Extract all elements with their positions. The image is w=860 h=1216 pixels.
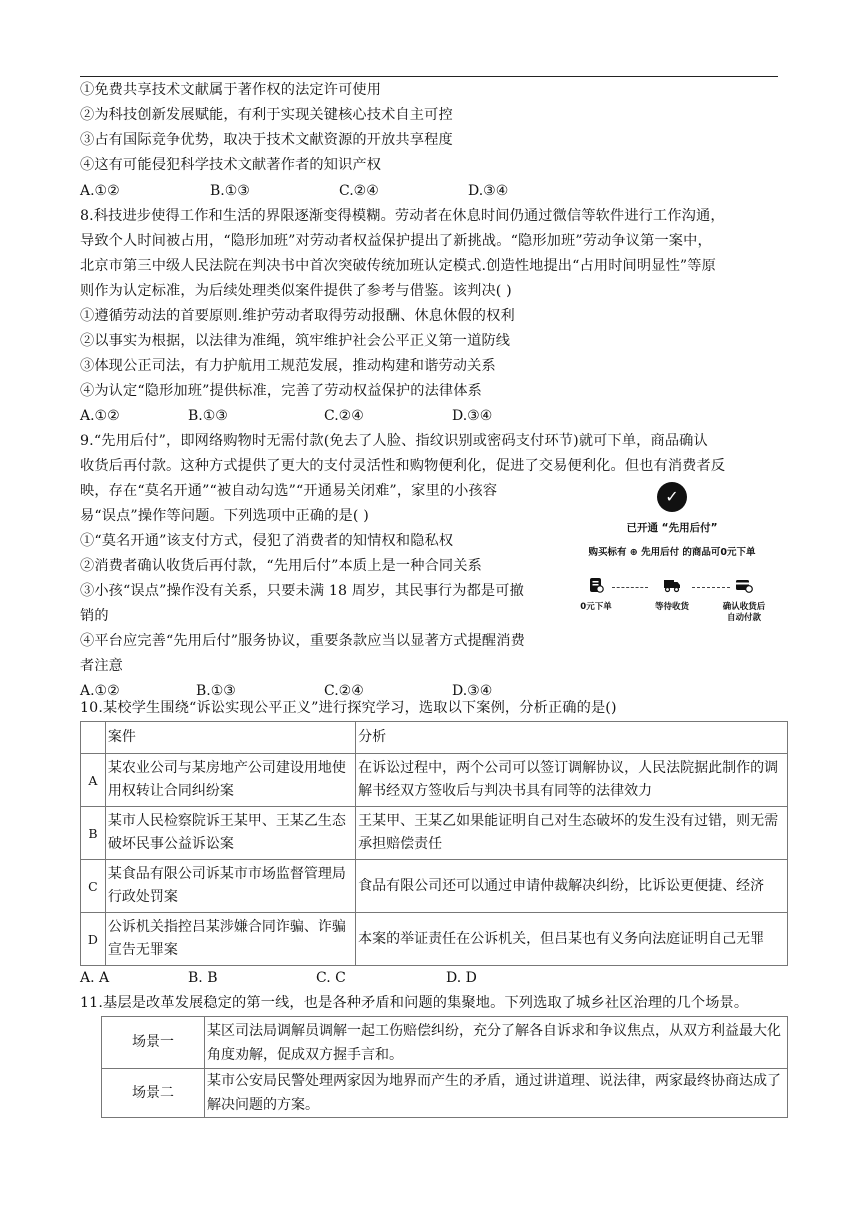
row-key: D [81,913,106,966]
q9-option-c: C.②④ [324,683,364,699]
header-case-cell: 案件 [105,722,355,754]
scene-text: 某市公安局民警处理两家因为地界而产生的矛盾，通过讲道理、说法律，两家最终协商达成了解决问题的方案。 [205,1069,788,1118]
q7-option-c: C.②④ [339,183,379,199]
header-analysis-cell: 分析 [356,722,788,754]
table-row [102,1017,788,1069]
q10-stem: 10.某校学生围绕“诉讼实现公平正义”进行探究学习，选取以下案例，分析正确的是() [80,700,617,716]
row-key: B [81,807,106,860]
q8-stem-line-2: 导致个人时间被占用，“隐形加班”对劳动者权益保护提出了新挑战。“隐形加班”劳动争议第一案中， [80,233,712,249]
q9-option-a: A.①② [80,683,120,699]
row-analysis: 王某甲、王某乙如果能证明自己对生态破坏的发生没有过错，则无需承担赔偿责任 [356,807,788,860]
q9-stem-line-1: 9.“先用后付”，即网络购物时无需付款(免去了人脸、指纹识别或密码支付环节)就可下单，商品确认 [80,433,708,449]
row-case: 某市人民检察院诉王某甲、王某乙生态破坏民事公益诉讼案 [105,807,355,860]
q10-option-b: B. B [188,970,218,986]
step-order-label: 0元下单 [580,602,612,612]
q11-stem: 11.基层是改革发展稳定的第一线，也是各种矛盾和问题的集聚地。下列选取了城乡社区治理的几个场景。 [80,995,749,1011]
q9-statement-1: ①“莫名开通”该支付方式，侵犯了消费者的知情权和隐私权 [80,533,454,549]
q10-option-d: D. D [446,970,477,986]
q9-stem-line-3: 映，存在“莫名开通”“被自动勾选”“开通易关闭难”，家里的小孩容 [80,483,498,499]
header-key-cell [81,722,106,754]
row-case: 公诉机关指控吕某涉嫌合同诈骗、诈骗宣告无罪案 [105,913,355,966]
q9-statement-2: ②消费者确认收货后再付款，“先用后付”本质上是一种合同关系 [80,558,482,574]
table-row [81,754,788,807]
q8-statement-4: ④为认定“隐形加班”提供标准，完善了劳动权益保护的法律体系 [80,383,482,399]
row-analysis: 本案的举证责任在公诉机关，但吕某也有义务向法庭证明自己无罪 [356,913,788,966]
row-case: 某食品有限公司诉某市市场监督管理局行政处罚案 [105,860,355,913]
figure-title: 已开通 “先用后付” [626,522,718,534]
table-row [81,860,788,913]
q8-stem-line-3: 北京市第三中级人民法院在判决书中首次突破传统加班认定模式.创造性地提出“占用时间明显性”等原 [80,258,716,274]
q7-statement-1: ①免费共享技术文献属于著作权的法定许可使用 [80,82,382,98]
q10-case-table [80,721,788,966]
truck-icon [663,576,681,594]
q9-option-b: B.①③ [196,683,236,699]
q8-stem-line-1: 8.科技进步使得工作和生活的界限逐渐变得模糊。劳动者在休息时间仍通过微信等软件进行工作沟通， [80,208,725,224]
q9-statement-3-cont: 销的 [80,608,109,624]
q8-option-b: B.①③ [188,408,228,424]
pay-later-figure [574,476,770,636]
row-case: 某农业公司与某房地产公司建设用地使用权转让合同纠纷案 [105,754,355,807]
table-row [81,807,788,860]
q7-statement-2: ②为科技创新发展赋能，有利于实现关键核心技术自主可控 [80,107,453,123]
row-analysis: 在诉讼过程中，两个公司可以签订调解协议，人民法院据此制作的调解书经双方签收后与判决书具有同等的法律效力 [356,754,788,807]
q8-statement-3: ③体现公正司法，有力护航用工规范发展，推动构建和谐劳动关系 [80,358,496,374]
q11-scene-table [101,1016,788,1118]
q8-statement-2: ②以事实为根据，以法律为准绳，筑牢维护社会公平正义第一道防线 [80,333,511,349]
q7-statement-3: ③占有国际竞争优势，取决于技术文献资源的开放共享程度 [80,132,453,148]
table-row [81,913,788,966]
q8-statement-1: ①遵循劳动法的首要原则.维护劳动者取得劳动报酬、休息休假的权利 [80,308,515,324]
header-rule [80,76,778,77]
q9-statement-3: ③小孩“误点”操作没有关系，只要未满 18 周岁，其民事行为都是可撤 [80,583,524,599]
scene-label: 场景一 [102,1017,205,1069]
step-order [566,576,626,613]
row-key: A [81,754,106,807]
step-confirm-label: 确认收货后 自动付款 [722,602,766,623]
q9-statement-4: ④平台应完善“先用后付”服务协议，重要条款应当以显著方式提醒消费 [80,633,525,649]
q10-option-c: C. C [316,970,346,986]
row-key: C [81,860,106,913]
table-header-row [81,722,788,754]
q9-statement-4-cont: 者注意 [80,658,124,674]
pay-later-badge-icon: ✓ [657,482,687,512]
q8-stem-line-4: 则作为认定标准，为后续处理类似案件提供了参考与借鉴。该判决( ) [80,283,512,299]
row-analysis: 食品有限公司还可以通过申请仲裁解决纠纷，比诉讼更便捷、经济 [356,860,788,913]
payment-icon [735,576,753,594]
q7-statement-4: ④这有可能侵犯科学技术文献著作者的知识产权 [80,157,382,173]
scene-text: 某区司法局调解员调解一起工伤赔偿纠纷，充分了解各自诉求和争议焦点，从双方利益最大化角度劝解，促成双方握手言和。 [205,1017,788,1069]
q8-option-c: C.②④ [324,408,364,424]
q8-option-a: A.①② [80,408,120,424]
step-confirm [714,576,774,624]
q9-stem-line-2: 收货后再付款。这种方式提供了更大的支付灵活性和购物便利化，促进了交易便利化。但也有消费者反 [80,458,726,474]
step-delivery [642,576,702,613]
q7-option-b: B.①③ [210,183,250,199]
figure-subtitle: 购买标有 ⊕ 先用后付 的商品可0元下单 [588,547,756,558]
q7-option-d: D.③④ [468,183,509,199]
q9-option-d: D.③④ [452,683,493,699]
order-icon [587,576,605,594]
q8-option-d: D.③④ [452,408,493,424]
q9-stem-line-4: 易“误点”操作等问题。下列选项中正确的是( ) [80,508,369,524]
scene-label: 场景二 [102,1069,205,1118]
q10-option-a: A. A [80,970,110,986]
step-delivery-label: 等待收货 [654,602,689,612]
table-row [102,1069,788,1118]
q7-option-a: A.①② [80,183,120,199]
